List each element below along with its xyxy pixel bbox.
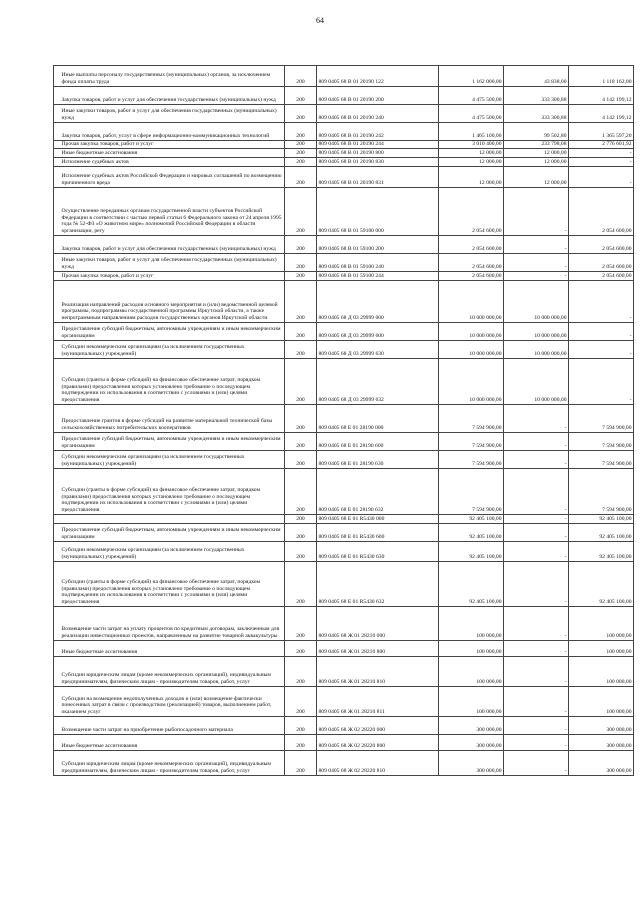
cell-executed: -	[504, 254, 569, 272]
table-row	[54, 515, 634, 524]
cell-approved: 10 000 000,00	[439, 341, 504, 359]
cell-name-text: Иные бюджетные ассигнования	[61, 649, 138, 656]
cell-executed: -	[504, 451, 569, 469]
table-row	[54, 641, 634, 657]
cell-approved: 92 405 100,00	[439, 562, 504, 607]
cell-classification-code: 809 0405 68 Ж 01 28210 800	[317, 641, 439, 657]
cell-approved: 7 594 900,00	[439, 405, 504, 433]
cell-admin-code: 200	[285, 323, 317, 341]
cell-unexecuted: 100 000,00	[569, 607, 634, 641]
cell-name	[54, 735, 285, 751]
cell-admin-code: 200	[285, 451, 317, 469]
cell-name	[54, 341, 285, 359]
cell-unexecuted: 1 118 162,00	[569, 66, 634, 87]
table-row	[54, 141, 634, 149]
cell-approved: 92 405 100,00	[439, 524, 504, 542]
cell-unexecuted: 100 000,00	[569, 687, 634, 717]
cell-unexecuted: 4 142 199,12	[569, 105, 634, 123]
cell-executed: 12 000,00	[504, 149, 569, 158]
cell-unexecuted: 7 594 900,00	[569, 451, 634, 469]
cell-unexecuted: 100 000,00	[569, 657, 634, 687]
table-row	[54, 188, 634, 236]
table-row	[54, 562, 634, 607]
cell-approved: 12 000,00	[439, 158, 504, 167]
cell-executed: 10 000 000,00	[504, 281, 569, 323]
cell-admin-code: 200	[285, 254, 317, 272]
cell-executed: -	[504, 515, 569, 524]
cell-name	[54, 657, 285, 687]
cell-approved: 10 000 000,00	[439, 281, 504, 323]
cell-name	[54, 433, 285, 451]
cell-executed: -	[504, 607, 569, 641]
cell-classification-code: 809 0405 68 Ж 02 28220 810	[317, 751, 439, 776]
cell-executed: 99 502,80	[504, 123, 569, 141]
cell-classification-code: 809 0405 68 В 01 20190 200	[317, 87, 439, 105]
cell-classification-code: 809 0405 68 Ж 02 28220 800	[317, 735, 439, 751]
cell-executed: 12 000,00	[504, 167, 569, 188]
cell-unexecuted: -	[569, 167, 634, 188]
cell-classification-code: 809 0405 68 Е 01 28190 600	[317, 433, 439, 451]
table-row	[54, 87, 634, 105]
cell-admin-code: 200	[285, 66, 317, 87]
cell-approved: 92 405 100,00	[439, 515, 504, 524]
cell-executed: -	[504, 751, 569, 776]
cell-admin-code: 200	[285, 562, 317, 607]
cell-name-text: Возмещение части затрат на приобретение рыбопосадочного материала	[61, 727, 233, 734]
page-number: 64	[316, 16, 324, 25]
cell-admin-code: 200	[285, 735, 317, 751]
cell-name-text: Субсидии (гранты в форме субсидий) на финансовое обеспечение затрат, порядком (правилами) предоставления которых установлено требование о последующем подтверждении их использования в соответствии с условиями и (или) целями предоставления	[61, 376, 260, 404]
table-row	[54, 236, 634, 254]
cell-executed: -	[504, 272, 569, 281]
cell-admin-code: 200	[285, 167, 317, 188]
table-row	[54, 524, 634, 542]
cell-unexecuted: 92 405 100,00	[569, 542, 634, 562]
cell-executed: -	[504, 188, 569, 236]
cell-name	[54, 451, 285, 469]
cell-classification-code: 809 0405 68 Е 01 28190 000	[317, 405, 439, 433]
cell-name-text: Иные закупки товаров, работ и услуг для обеспечения государственных (муниципальных) нужд	[61, 108, 277, 122]
cell-approved: 12 000,00	[439, 149, 504, 158]
cell-classification-code: 809 0405 68 Е 01 R5430 630	[317, 542, 439, 562]
cell-unexecuted: 300 000,00	[569, 717, 634, 735]
table-row	[54, 687, 634, 717]
cell-name	[54, 188, 285, 236]
cell-name-text: Закупка товаров, работ и услуг для обеспечения государственных (муниципальных) нужд	[61, 97, 276, 104]
cell-name	[54, 141, 285, 149]
cell-name	[54, 254, 285, 272]
cell-admin-code: 200	[285, 105, 317, 123]
cell-name-text: Предоставление субсидий бюджетным, автономным учреждениям и иным некоммерческим организациям	[61, 527, 281, 541]
cell-admin-code: 200	[285, 281, 317, 323]
cell-approved: 100 000,00	[439, 641, 504, 657]
cell-admin-code: 200	[285, 524, 317, 542]
cell-name-text: Закупка товаров, работ и услуг для обеспечения государственных (муниципальных) нужд	[61, 246, 276, 253]
cell-name-text: Прочая закупка товаров, работ и услуг	[61, 141, 154, 148]
cell-executed: -	[504, 562, 569, 607]
cell-unexecuted: 2 054 600,00	[569, 254, 634, 272]
cell-name	[54, 359, 285, 405]
cell-unexecuted: 7 594 900,00	[569, 469, 634, 515]
table-row	[54, 717, 634, 735]
cell-admin-code: 200	[285, 469, 317, 515]
table-row	[54, 607, 634, 641]
cell-classification-code: 809 0405 68 Е 01 28190 630	[317, 451, 439, 469]
cell-name	[54, 687, 285, 717]
cell-name	[54, 641, 285, 657]
cell-classification-code: 809 0405 68 Ж 01 28210 811	[317, 687, 439, 717]
cell-admin-code: 200	[285, 359, 317, 405]
cell-approved: 2 054 600,00	[439, 254, 504, 272]
cell-approved: 7 594 900,00	[439, 451, 504, 469]
cell-name-text: Иные выплаты персоналу государственных (муниципальных) органов, за исключением фонда оплаты труда	[61, 72, 271, 86]
cell-approved: 10 000 000,00	[439, 359, 504, 405]
cell-name-text: Реализация направлений расходов основного мероприятия и (или) ведомственной целевой программы, подпрограммы государственной программы Иркутской области, а также непрограммным направлениям расходов государственных органов Иркутской области	[61, 301, 278, 322]
cell-unexecuted: 7 594 900,00	[569, 405, 634, 433]
table-row	[54, 105, 634, 123]
cell-unexecuted: 4 142 199,12	[569, 87, 634, 105]
cell-admin-code: 200	[285, 515, 317, 524]
cell-classification-code: 809 0405 68 Д 03 29999 632	[317, 359, 439, 405]
cell-unexecuted: 7 594 900,00	[569, 433, 634, 451]
table-body	[54, 66, 634, 776]
cell-name-text: Иные закупки товаров, работ и услуг для обеспечения государственных (муниципальных) нужд	[61, 257, 277, 271]
cell-executed: 233 798,08	[504, 141, 569, 149]
cell-name	[54, 281, 285, 323]
cell-name-text: Субсидии юридическим лицам (кроме некоммерческих организаций), индивидуальным предпринимателям, физическим лицам - производителям товаров, работ, услуг	[61, 761, 271, 775]
cell-admin-code: 200	[285, 236, 317, 254]
cell-name	[54, 751, 285, 776]
cell-name	[54, 272, 285, 281]
cell-executed: 10 000 000,00	[504, 341, 569, 359]
cell-name-text: Закупка товаров, работ, услуг в сфере информационно-коммуникационных технологий	[61, 133, 270, 140]
cell-admin-code: 200	[285, 607, 317, 641]
cell-classification-code: 809 0405 68 Е 01 28190 632	[317, 469, 439, 515]
cell-approved: 2 054 600,00	[439, 272, 504, 281]
cell-classification-code: 809 0405 68 В 01 59100 240	[317, 254, 439, 272]
table-row	[54, 405, 634, 433]
cell-classification-code: 809 0405 68 Ж 02 28220 000	[317, 717, 439, 735]
cell-name-text: Прочая закупка товаров, работ и услуг	[61, 273, 154, 280]
cell-executed: 333 300,88	[504, 105, 569, 123]
cell-unexecuted: 2 054 600,00	[569, 272, 634, 281]
cell-executed: -	[504, 687, 569, 717]
cell-classification-code: 809 0405 68 В 01 20190 122	[317, 66, 439, 87]
cell-approved: 1 465 100,00	[439, 123, 504, 141]
cell-executed: -	[504, 469, 569, 515]
cell-classification-code: 809 0405 68 В 01 20190 240	[317, 105, 439, 123]
cell-name	[54, 87, 285, 105]
cell-classification-code: 809 0405 68 В 01 59100 000	[317, 188, 439, 236]
cell-name	[54, 717, 285, 735]
cell-unexecuted: 300 000,00	[569, 735, 634, 751]
cell-unexecuted: 100 000,00	[569, 641, 634, 657]
table-row	[54, 542, 634, 562]
table-row	[54, 123, 634, 141]
cell-name-text: Исполнение судебных актов Российской Федерации и мировых соглашений по возмещению причиненного вреда	[61, 173, 282, 187]
cell-approved: 10 000 000,00	[439, 323, 504, 341]
cell-approved: 7 594 900,00	[439, 469, 504, 515]
cell-classification-code: 809 0405 68 В 01 20190 831	[317, 167, 439, 188]
cell-name-text: Предоставление субсидий бюджетным, автономным учреждениям и иным некоммерческим организациям	[61, 326, 281, 340]
cell-name-text: Субсидии на возмещение недополученных доходов и (или) возмещение фактически понесенных затрат в связи с производством (реализацией) товаров, выполнением работ, оказанием услуг	[61, 695, 272, 716]
table-row	[54, 158, 634, 167]
cell-classification-code: 809 0405 68 В 01 59100 244	[317, 272, 439, 281]
cell-unexecuted: 300 000,00	[569, 751, 634, 776]
cell-admin-code: 200	[285, 149, 317, 158]
cell-executed: 43 838,00	[504, 66, 569, 87]
cell-unexecuted: -	[569, 281, 634, 323]
table-row	[54, 469, 634, 515]
table-row	[54, 149, 634, 158]
cell-classification-code: 809 0405 68 В 01 20190 242	[317, 123, 439, 141]
cell-name	[54, 607, 285, 641]
cell-unexecuted: 92 405 100,00	[569, 515, 634, 524]
cell-unexecuted: 92 405 100,00	[569, 562, 634, 607]
cell-approved: 2 054 600,00	[439, 236, 504, 254]
cell-approved: 92 405 100,00	[439, 542, 504, 562]
cell-name-text: Субсидии (гранты в форме субсидий) на финансовое обеспечение затрат, порядком (правилами) предоставления которых установлено требование о последующем подтверждении их использования в соответствии с условиями и (или) целями предоставления	[61, 486, 260, 514]
cell-approved: 3 010 400,00	[439, 141, 504, 149]
cell-name	[54, 524, 285, 542]
cell-executed: -	[504, 657, 569, 687]
cell-name	[54, 149, 285, 158]
cell-unexecuted: -	[569, 359, 634, 405]
cell-classification-code: 809 0405 68 В 01 20190 830	[317, 158, 439, 167]
cell-unexecuted: 2 776 601,92	[569, 141, 634, 149]
cell-unexecuted: 2 054 600,00	[569, 188, 634, 236]
cell-classification-code: 809 0405 68 Д 03 29999 600	[317, 323, 439, 341]
cell-name-text: Субсидии некоммерческим организациям (за исключением государственных (муниципальных) учреждений)	[61, 454, 245, 468]
table-row	[54, 254, 634, 272]
cell-admin-code: 200	[285, 433, 317, 451]
table-row	[54, 167, 634, 188]
cell-executed: -	[504, 717, 569, 735]
cell-name	[54, 405, 285, 433]
table-row	[54, 272, 634, 281]
cell-name	[54, 158, 285, 167]
cell-approved: 1 162 000,00	[439, 66, 504, 87]
cell-approved: 100 000,00	[439, 607, 504, 641]
cell-approved: 12 000,00	[439, 167, 504, 188]
cell-admin-code: 200	[285, 87, 317, 105]
cell-name-text: Субсидии некоммерческим организациям (за исключением государственных (муниципальных) учреждений)	[61, 344, 245, 358]
cell-admin-code: 200	[285, 141, 317, 149]
cell-unexecuted: 1 365 597,20	[569, 123, 634, 141]
cell-unexecuted: -	[569, 149, 634, 158]
table-row	[54, 341, 634, 359]
table-row	[54, 451, 634, 469]
cell-classification-code: 809 0405 68 Ж 01 28210 810	[317, 657, 439, 687]
cell-admin-code: 200	[285, 272, 317, 281]
cell-name	[54, 469, 285, 515]
cell-admin-code: 200	[285, 687, 317, 717]
cell-approved: 300 000,00	[439, 717, 504, 735]
cell-classification-code: 809 0405 68 Е 01 R5430 600	[317, 524, 439, 542]
cell-executed: -	[504, 542, 569, 562]
cell-name	[54, 105, 285, 123]
cell-classification-code: 809 0405 68 Ж 01 28210 000	[317, 607, 439, 641]
cell-name	[54, 323, 285, 341]
cell-admin-code: 200	[285, 641, 317, 657]
table-row	[54, 433, 634, 451]
cell-approved: 4 475 500,00	[439, 105, 504, 123]
cell-admin-code: 200	[285, 717, 317, 735]
budget-table	[53, 65, 634, 776]
cell-name-text: Предоставление субсидий бюджетным, автономным учреждениям и иным некоммерческим организациям	[61, 436, 281, 450]
cell-name	[54, 123, 285, 141]
cell-executed: 333 300,88	[504, 87, 569, 105]
cell-executed: 12 000,00	[504, 158, 569, 167]
cell-executed: -	[504, 236, 569, 254]
cell-executed: -	[504, 641, 569, 657]
cell-approved: 100 000,00	[439, 687, 504, 717]
cell-executed: -	[504, 524, 569, 542]
cell-name-text: Субсидии юридическим лицам (кроме некоммерческих организаций), индивидуальным предпринимателям, физическим лицам - производителям товаров, работ, услуг	[61, 672, 271, 686]
cell-executed: -	[504, 433, 569, 451]
cell-name	[54, 542, 285, 562]
cell-admin-code: 200	[285, 542, 317, 562]
table-row	[54, 359, 634, 405]
cell-approved: 7 594 900,00	[439, 433, 504, 451]
cell-name	[54, 167, 285, 188]
cell-name	[54, 562, 285, 607]
cell-name-text: Исполнение судебных актов	[61, 159, 129, 166]
table-row	[54, 657, 634, 687]
table-row	[54, 281, 634, 323]
cell-name-text: Субсидии (гранты в форме субсидий) на финансовое обеспечение затрат, порядком (правилами) предоставления которых установлено требование о последующем подтверждении их использования в соответствии с условиями и (или) целями предоставления	[61, 578, 260, 606]
cell-admin-code: 200	[285, 123, 317, 141]
cell-name	[54, 515, 285, 524]
cell-classification-code: 809 0405 68 Е 01 R5430 632	[317, 562, 439, 607]
cell-admin-code: 200	[285, 341, 317, 359]
cell-classification-code: 809 0405 68 Е 01 R5430 000	[317, 515, 439, 524]
cell-unexecuted: -	[569, 158, 634, 167]
cell-unexecuted: 92 405 100,00	[569, 524, 634, 542]
cell-classification-code: 809 0405 68 В 01 20190 800	[317, 149, 439, 158]
cell-classification-code: 809 0405 68 Д 03 29999 630	[317, 341, 439, 359]
cell-classification-code: 809 0405 68 В 01 59100 200	[317, 236, 439, 254]
cell-approved: 300 000,00	[439, 735, 504, 751]
cell-name-text: Осуществление переданных органам государственной власти субъектов Российской Федерации в соответствии с частью первой статьи 6 Федерального закона от 24 апреля 1995 года № 52-ФЗ «О животном мире» полномочий Российской Федерации в области организации, регу	[61, 207, 282, 235]
cell-name-text: Иные бюджетные ассигнования	[61, 743, 138, 750]
cell-admin-code: 200	[285, 751, 317, 776]
table-row	[54, 66, 634, 87]
cell-admin-code: 200	[285, 405, 317, 433]
cell-approved: 2 054 600,00	[439, 188, 504, 236]
cell-unexecuted: -	[569, 323, 634, 341]
cell-name	[54, 236, 285, 254]
table-row	[54, 751, 634, 776]
cell-classification-code: 809 0405 68 Д 03 29999 000	[317, 281, 439, 323]
cell-admin-code: 200	[285, 188, 317, 236]
cell-executed: -	[504, 735, 569, 751]
cell-approved: 100 000,00	[439, 657, 504, 687]
cell-executed: 10 000 000,00	[504, 359, 569, 405]
cell-name-text: Иные бюджетные ассигнования	[61, 150, 138, 157]
cell-executed: 10 000 000,00	[504, 323, 569, 341]
cell-unexecuted: -	[569, 341, 634, 359]
cell-executed: -	[504, 405, 569, 433]
table-row	[54, 323, 634, 341]
cell-name-text: Предоставление грантов в форме субсидий на развитие материальной технической базы сельскохозяйственных потребительских кооперативов	[61, 418, 273, 432]
cell-approved: 300 000,00	[439, 751, 504, 776]
cell-name-text: Субсидии некоммерческим организациям (за исключением государственных (муниципальных) учреждений)	[61, 547, 245, 561]
cell-admin-code: 200	[285, 158, 317, 167]
cell-name-text: Возмещение части затрат на уплату процентов по кредитным договорам, заключенным для реализации инвестиционных проектов, направленным на развитие товарной аквакультуры	[61, 626, 280, 640]
table-row	[54, 735, 634, 751]
cell-approved: 4 475 500,00	[439, 87, 504, 105]
cell-admin-code: 200	[285, 657, 317, 687]
cell-unexecuted: 2 054 600,00	[569, 236, 634, 254]
cell-name	[54, 66, 285, 87]
cell-classification-code: 809 0405 68 В 01 20190 244	[317, 141, 439, 149]
